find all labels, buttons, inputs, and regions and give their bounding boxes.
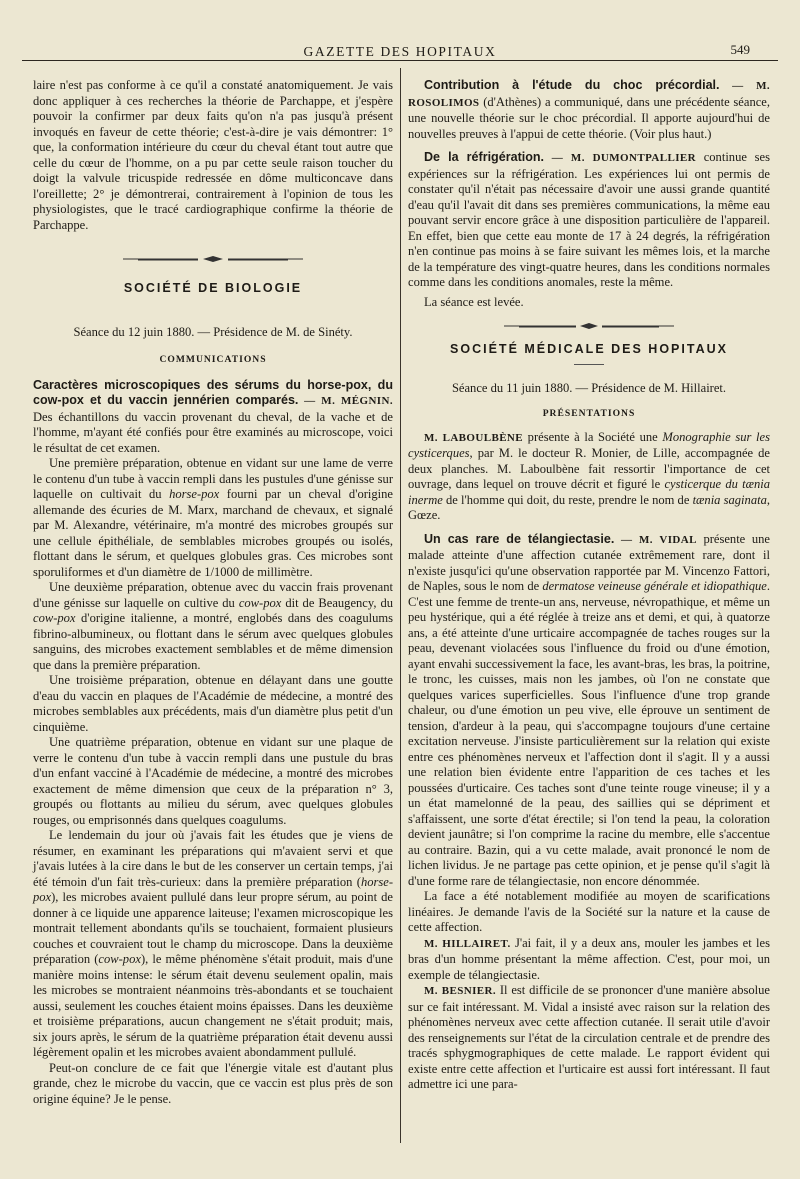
besnier-paragraph: M. BESNIER. Il est difficile de se prononcer d'une manière absolue sur ce fait intéressant. M. Vidal a insisté avec raison sur la relation des phénomènes nerveux avec cette affection cutanée. Il serait utile d'avoir des renseignements sur l'état de la circulation centrale et de prendre des tracés sphygmographiques de cette malade. Le rapport évident qui existe entre cette affection et l'urticaire est aussi fort intéressant. Il faut admettre ici une para- — [408, 983, 770, 1091]
hillairet-paragraph: M. HILLAIRET. J'ai fait, il y a deux ans, mouler les jambes et les bras d'un homme présentant la même affection. C'est, pour moi, un exemple de télangiectasie. — [408, 935, 770, 982]
society-heading: SOCIÉTÉ MÉDICALE DES HOPITAUX — [450, 342, 728, 356]
case-title: Un cas rare de télangiectasie. — [424, 531, 615, 546]
paragraph: Une deuxième préparation, obtenue avec du vaccin frais provenant d'une génisse sur laquelle on cultive du cow-pox dit de Beaugency, du cow-pox d'origine italienne, a montré, englobés dans des coagulums fibrino-albumineux, ou flottant dans le sérum avec quelques globules sanguins, des microbes exactement semblables et de même dimension que dans la première préparation. — [33, 580, 393, 672]
communication-refrigeration: De la réfrigération. — M. DUMONTPALLIER continue ses expériences sur la réfrigération. Les expériences lui ont permis de constater qu'il n'était pas nécessaire d'avoir une aussi grande quantité d'eau qu'il l'avait dit dans ses premières communications, la même eau pouvant servir encore grâce à une disposition particulière de l'appareil. En effet, bien que cette eau monte de 17 à 24 degrés, la réfrigération n'en continue pas moins à se faire suivant les mêmes lois, et la marche de la température des vingt-quatre heures, dans les conditions normales comme dans les conditions anomales, reste la même. — [408, 150, 770, 289]
article-lead: Des échantillons du vaccin provenant du cheval, de la vache et de l'homme, m'ayant été confiés pour être examinés au microscope, voici le résultat de cet examen. — [33, 409, 393, 455]
society-heading: SOCIÉTÉ DE BIOLOGIE — [123, 281, 303, 295]
ornament-separator — [408, 322, 770, 330]
journal-title: GAZETTE DES HOPITAUX — [303, 44, 497, 59]
article-heading — [33, 378, 393, 457]
session-line: Séance du 11 juin 1880. — Présidence de M. Hillairet. — [451, 380, 727, 395]
paragraph: Une quatrième préparation, obtenue en vidant sur une plaque de verre le contenu d'un tube à vaccin rempli dans une pustule du bras d'un enfant vacciné à l'Académie de médecine, a montré des microbes exactement de même dimension que ceux de la préparation n° 3, groupés ou flottants au milieu du sérum, avec quelques globules rouges, ou emprisonnés dans quelques coagulums. — [33, 735, 393, 827]
article-author: — M. MÉGNIN. — [304, 395, 393, 407]
communication-author: — M. DUMONTPALLIER — [551, 152, 696, 164]
closing-line: La séance est levée. — [424, 294, 524, 309]
ornament-separator — [33, 255, 393, 263]
article-title: Caractères microscopiques des sérums du horse-pox, du cow-pox et du vaccin jennérien comparés. — [33, 377, 393, 407]
paragraph: La face a été notablement modifiée au moyen de scarifications linéaires. Je demande l'avis de la Société sur la nature et la cause de cette affection. — [408, 889, 770, 934]
right-column — [408, 78, 770, 1093]
section-heading: COMMUNICATIONS — [159, 354, 267, 365]
left-column — [33, 78, 393, 1107]
case-paragraph: Un cas rare de télangiectasie. — M. VIDAL présente une malade atteinte d'une affection cutanée extrêmement rare, dont il n'existe jusqu'ici qu'une observation rapportée par M. Vincenzo Fattori, de Naples, sous le nom de dermatose veineuse générale et idiopathique. C'est une femme de trente-un ans, nerveuse, névropathique, et même un peu hystérique, qui a été réglée à treize ans et demi, et qui, à quatorze ans, a été atteinte d'une urticaire accompagnée de taches rouges sur la peau, devenant violacées sous l'influence du froid ou d'une émotion, ayant envahi successivement la face, les avant-bras, les bras, la poitrine, le tronc, les cuisses, mais non les jambes, où l'on ne constate que quelques varices superficielles. Sous l'influence d'une trop grande chaleur, ou d'une émotion un peu vive, elle éprouve un sentiment de tension, d'ardeur à la peau, qui s'accompagne toujours d'une certaine excitation nerveuse. J'insiste particulièrement sur la relation qui existe entre ces phénomènes nerveux et l'affection dont il s'agit. Il y a aussi une relation bien évidente entre l'apparition de ces taches et les poussées d'urticaire. Ces taches sont d'une teinte rouge vineuse; il y a un état mamelonné de la peau, des saillies qui se dépriment et s'affaissent, une sorte d'état érectile; si l'on tend la peau, la coloration devient jaunâtre; si l'on comprime la racine du membre, elle s'accentue au contraire. Bazin, qui a vu cette malade, avait prononcé le nom de lichen lividus. Je ne partage pas cette opinion, et je pense qu'il s'agit là d'une forme rare de télangiectasie, non encore dénommée. — [408, 531, 770, 888]
paragraph: Une première préparation, obtenue en vidant sur une lame de verre le contenu d'un tube à vaccin rempli dans les pustules d'une génisse sur laquelle on cultivait du horse-pox fourni par un cheval d'origine allemande des écuries de M. Marx, marchand de chevaux, et signalé par M. Alexandre, vétérinaire, m'a montré des microbes groupés sur une cellule épithéliale, de semblables microbes groupés ou isolés, flottant dans le sérum, et quelques globules gras. Ces microbes sont sporuliformes et d'un diamètre de 1/1000 de millimètre. — [33, 456, 393, 579]
session-line: Séance du 12 juin 1880. — Présidence de M. de Sinéty. — [73, 324, 353, 339]
running-header — [22, 38, 778, 61]
paragraph: Peut-on conclure de ce fait que l'énergie vitale est d'autant plus grande, chez le microbe du vaccin, que ce vaccin est plus près de son origine équine? Je le pense. — [33, 1060, 393, 1106]
short-rule — [574, 364, 604, 365]
communication-choc: Contribution à l'étude du choc précordial. — M. ROSOLIMOS (d'Athènes) a communiqué, dans une précédente séance, une nouvelle théorie sur le choc précordial. Il apporte aujourd'hui de nouvelles preuves à l'appui de cette théorie. (Voir plus haut.) — [408, 78, 771, 141]
paragraph: Une troisième préparation, obtenue en délayant dans une goutte d'eau du vaccin en plaques de l'Académie de médecine, a montré des microbes semblables aux précédents, mais d'un diamètre plus petit d'un cinquième. — [33, 673, 393, 734]
section-heading: PRÉSENTATIONS — [542, 408, 636, 419]
presentation-paragraph: M. LABOULBÈNE présente à la Société une Monographie sur les cysticerques, par M. le docteur R. Monier, de Lille, accompagnée de deux planches. M. Laboulbène fait ressortir l'importance de cet ouvrage, dans lequel on trouve décrit et figuré le cysticerque du tænia inerme de l'homme qui doit, du reste, prendre le nom de tænia saginata, Gœze. — [408, 429, 770, 522]
carry-paragraph: laire n'est pas conforme à ce qu'il a constaté anatomiquement. Je vais donc appliquer à ces recherches la théorie de Parchappe, et j'espère pouvoir la confirmer par deux faits qu'on n'a pas jusqu'à présent invoqués en faveur de cette théorie; c'est-à-dire je vais démontrer: 1° que, la conformation intérieure du cœur du cheval étant tout autre que celle du cœur de l'homme, on a pu par cette seule raison toucher du doigt la valvule tricuspide redressée en dôme multiconcave dans l'oreillette; 2° je démontrerai, contrairement à l'opinion de tous les physiologistes, que le tracé cardiographique confirme la théorie de Parchappe. — [33, 78, 393, 232]
communication-author: — M. ROSOLIMOS — [408, 80, 771, 109]
communication-title: Contribution à l'étude du choc précordial. — [424, 78, 720, 92]
paragraph: Le lendemain du jour où j'avais fait les études que je viens de résumer, en examinant les préparations qui m'avaient servi et que j'avais lutées à la cire dans le but de les conserver un certain temps, j'ai été témoin d'un fait très-curieux: dans la première préparation (horse-pox), les microbes avaient pullulé dans leur propre sérum, au point de donner à ce liquide une apparence laiteuse; l'examen microscopique les montrait tellement abondants qu'ils se touchaient, formaient plusieurs couches et couvraient tout le champ du microscope. Dans la deuxième préparation (cow-pox), le même phénomène s'était produit, mais d'une manière moins intense: le sérum était devenu seulement opalin, mais les microbes se montraient néanmoins très-abondants et se touchaient aussi, seulement les couches étaient moins épaisses. Dans les deuxième et troisième préparations, aucun changement ne s'était produit; mais, six jours après, le sérum de la quatrième préparation était devenu aussi légèrement opalin et les microbes avaient abondamment pullulé. — [33, 828, 393, 1059]
column-divider — [400, 68, 401, 1143]
page-number: 549 — [730, 42, 750, 57]
communication-title: De la réfrigération. — [424, 150, 545, 164]
